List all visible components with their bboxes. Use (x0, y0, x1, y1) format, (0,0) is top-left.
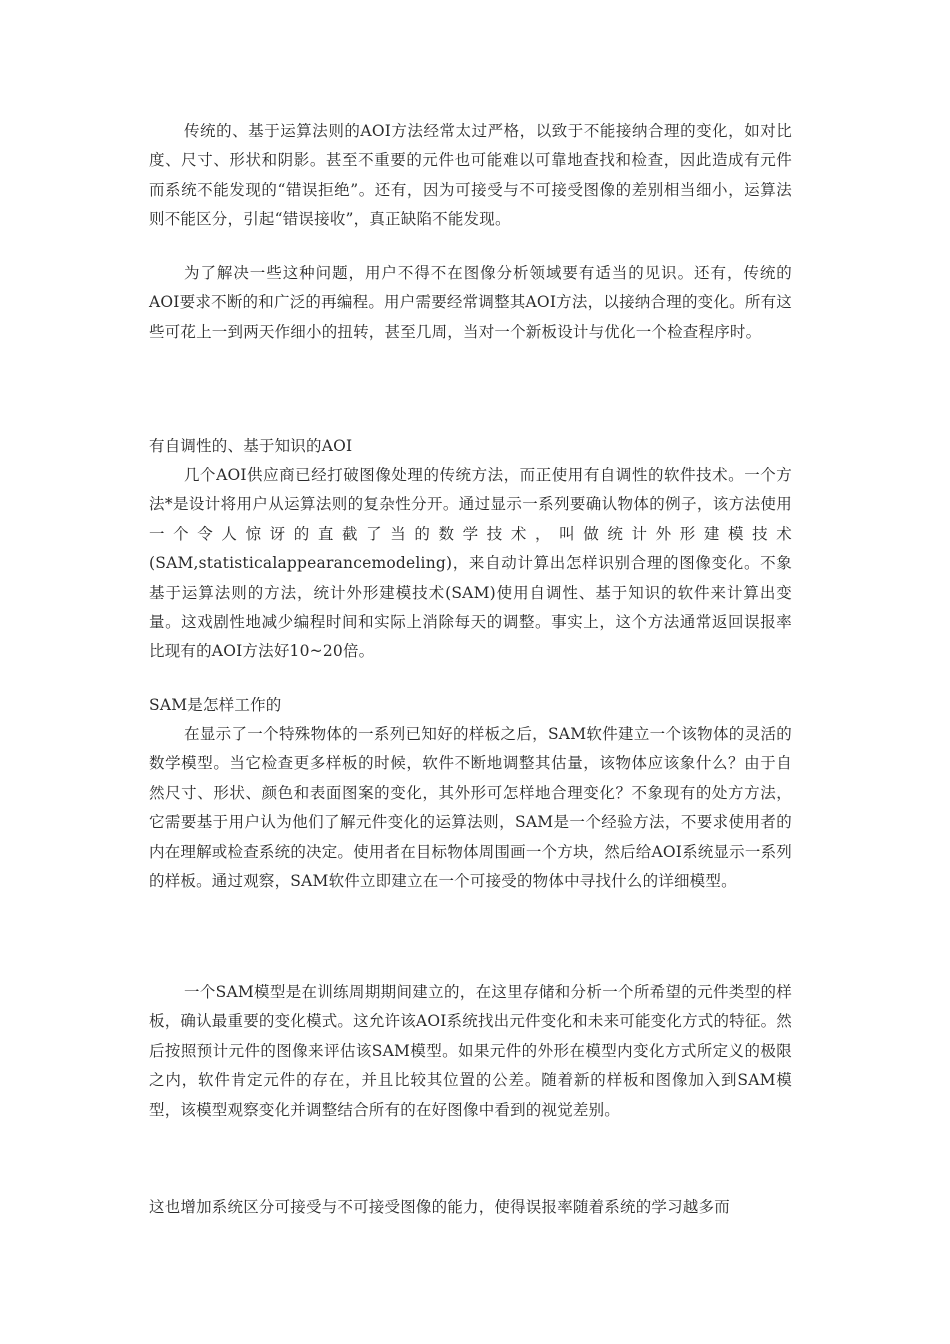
section-heading-how-sam-works: SAM是怎样工作的 (149, 696, 282, 714)
section-heading-self-tuning-aoi: 有自调性的、基于知识的AOI (149, 437, 353, 455)
paragraph-sam-intro: 几个AOI供应商已经打破图像处理的传统方法，而正使用有自调性的软件技术。一个方法*是设计将用户从运算法则的复杂性分开。通过显示一系列要确认物体的例子，该方法使用一个令人惊讶的直截了当的数学技术，叫做统计外形建模技术(SAM,statisticalappearancemodeling)，来自动计算出怎样识别合理的图像变化。不象基于运算法则的方法，统计外形建模技术(SAM)使用自调性、基于知识的软件来计算出变量。这戏剧性地减少编程时间和实际上消除每天的调整。事实上，这个方法通常返回误报率比现有的AOI方法好10~20倍。 (149, 466, 792, 661)
paragraph-false-call-rate: 这也增加系统区分可接受与不可接受图像的能力，使得误报率随着系统的学习越多而 (149, 1198, 730, 1216)
paragraph-reprogramming: 为了解决一些这种问题，用户不得不在图像分析领域要有适当的见识。还有，传统的AOI要求不断的和广泛的再编程。用户需要经常调整其AOI方法，以接纳合理的变化。所有这些可花上一到两天作细小的扭转，甚至几周，当对一个新板设计与优化一个检查程序时。 (149, 264, 792, 341)
paragraph-sam-training: 一个SAM模型是在训练周期期间建立的，在这里存储和分析一个所希望的元件类型的样板，确认最重要的变化模式。这允许该AOI系统找出元件变化和未来可能变化方式的特征。然后按照预计元件的图像来评估该SAM模型。如果元件的外形在模型内变化方式所定义的极限之内，软件肯定元件的存在，并且比较其位置的公差。随着新的样板和图像加入到SAM模型，该模型观察变化并调整结合所有的在好图像中看到的视觉差别。 (149, 983, 792, 1119)
paragraph-sam-model-building: 在显示了一个特殊物体的一系列已知好的样板之后，SAM软件建立一个该物体的灵活的数学模型。当它检查更多样板的时候，软件不断地调整其估量，该物体应该象什么？由于自然尺寸、形状、颜色和表面图案的变化，其外形可怎样地合理变化？不象现有的处方方法，它需要基于用户认为他们了解元件变化的运算法则，SAM是一个经验方法，不要求使用者的内在理解或检查系统的决定。使用者在目标物体周围画一个方块，然后给AOI系统显示一系列的样板。通过观察，SAM软件立即建立在一个可接受的物体中寻找什么的详细模型。 (149, 725, 792, 891)
paragraph-aoi-limitations: 传统的、基于运算法则的AOI方法经常太过严格，以致于不能接纳合理的变化，如对比度、尺寸、形状和阴影。甚至不重要的元件也可能难以可靠地查找和检查，因此造成有元件而系统不能发现的“错误拒绝”。还有，因为可接受与不可接受图像的差别相当细小，运算法则不能区分，引起“错误接收”，真正缺陷不能发现。 (149, 122, 792, 229)
